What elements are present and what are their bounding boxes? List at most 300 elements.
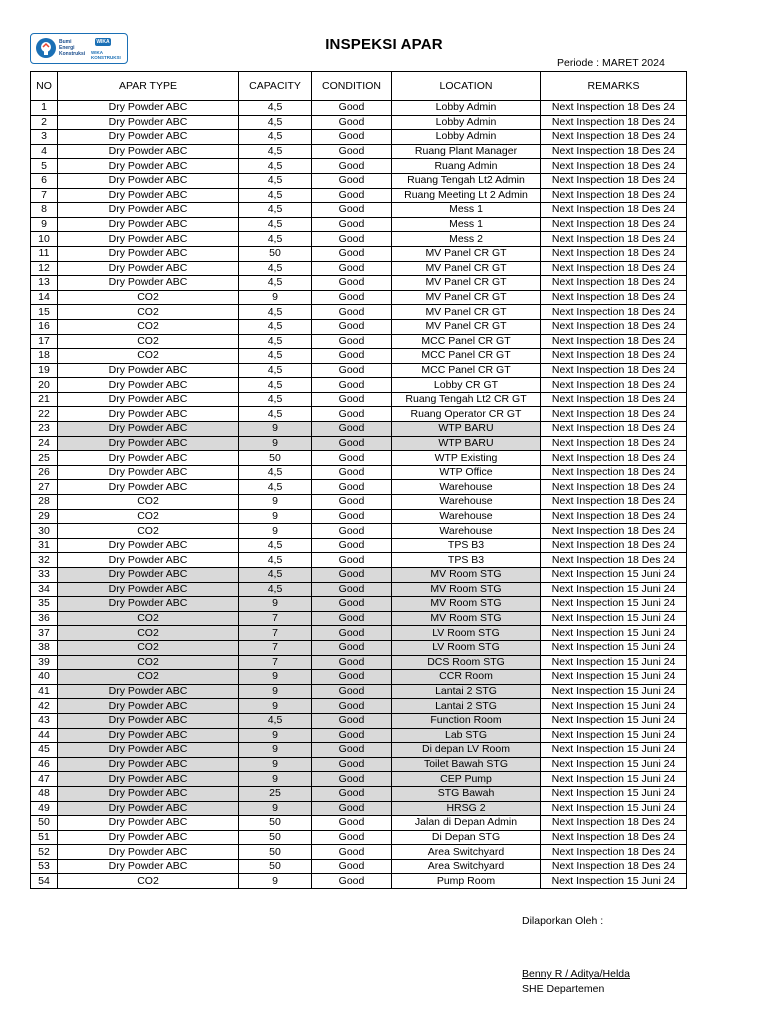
- cell-remarks: Next Inspection 18 Des 24: [541, 144, 687, 159]
- cell-location: Ruang Tengah Lt2 Admin: [392, 173, 541, 188]
- cell-apar-type: Dry Powder ABC: [58, 684, 239, 699]
- cell-no: 49: [31, 801, 58, 816]
- cell-apar-type: CO2: [58, 349, 239, 364]
- cell-apar-type: Dry Powder ABC: [58, 407, 239, 422]
- cell-capacity: 7: [239, 626, 312, 641]
- table-row: [31, 246, 687, 261]
- cell-remarks: Next Inspection 18 Des 24: [541, 859, 687, 874]
- cell-apar-type: Dry Powder ABC: [58, 480, 239, 495]
- cell-capacity: 25: [239, 786, 312, 801]
- cell-remarks: Next Inspection 15 Juni 24: [541, 713, 687, 728]
- cell-apar-type: Dry Powder ABC: [58, 422, 239, 437]
- table-row: [31, 684, 687, 699]
- cell-remarks: Next Inspection 18 Des 24: [541, 436, 687, 451]
- cell-remarks: Next Inspection 15 Juni 24: [541, 757, 687, 772]
- table-row: [31, 568, 687, 583]
- cell-location: MCC Panel CR GT: [392, 334, 541, 349]
- cell-remarks: Next Inspection 18 Des 24: [541, 305, 687, 320]
- cell-remarks: Next Inspection 18 Des 24: [541, 553, 687, 568]
- cell-no: 2: [31, 115, 58, 130]
- cell-no: 25: [31, 451, 58, 466]
- cell-capacity: 50: [239, 246, 312, 261]
- cell-capacity: 4,5: [239, 232, 312, 247]
- cell-capacity: 50: [239, 451, 312, 466]
- cell-apar-type: Dry Powder ABC: [58, 392, 239, 407]
- table-row: [31, 859, 687, 874]
- cell-capacity: 7: [239, 655, 312, 670]
- table-row: [31, 640, 687, 655]
- header-condition: CONDITION: [312, 72, 392, 101]
- cell-capacity: 9: [239, 699, 312, 714]
- cell-no: 41: [31, 684, 58, 699]
- cell-remarks: Next Inspection 15 Juni 24: [541, 670, 687, 685]
- table-row: [31, 830, 687, 845]
- cell-condition: Good: [312, 144, 392, 159]
- cell-condition: Good: [312, 276, 392, 291]
- cell-condition: Good: [312, 319, 392, 334]
- table-row: [31, 392, 687, 407]
- cell-remarks: Next Inspection 18 Des 24: [541, 495, 687, 510]
- cell-remarks: Next Inspection 18 Des 24: [541, 524, 687, 539]
- table-row: [31, 786, 687, 801]
- table-row: [31, 816, 687, 831]
- cell-location: Ruang Plant Manager: [392, 144, 541, 159]
- cell-condition: Good: [312, 859, 392, 874]
- table-row: [31, 713, 687, 728]
- cell-no: 53: [31, 859, 58, 874]
- table-row: [31, 728, 687, 743]
- table-row: [31, 451, 687, 466]
- cell-location: Di depan LV Room: [392, 743, 541, 758]
- cell-capacity: 9: [239, 290, 312, 305]
- cell-apar-type: Dry Powder ABC: [58, 801, 239, 816]
- cell-condition: Good: [312, 407, 392, 422]
- table-row: [31, 524, 687, 539]
- cell-no: 48: [31, 786, 58, 801]
- cell-apar-type: Dry Powder ABC: [58, 859, 239, 874]
- cell-remarks: Next Inspection 18 Des 24: [541, 480, 687, 495]
- department-label: SHE Departemen: [522, 983, 605, 995]
- cell-location: MV Panel CR GT: [392, 290, 541, 305]
- table-row: [31, 261, 687, 276]
- cell-apar-type: CO2: [58, 524, 239, 539]
- table-header-row: [31, 72, 687, 101]
- cell-location: Ruang Admin: [392, 159, 541, 174]
- cell-condition: Good: [312, 845, 392, 860]
- cell-location: MCC Panel CR GT: [392, 349, 541, 364]
- cell-condition: Good: [312, 611, 392, 626]
- cell-apar-type: Dry Powder ABC: [58, 568, 239, 583]
- cell-capacity: 4,5: [239, 465, 312, 480]
- cell-remarks: Next Inspection 18 Des 24: [541, 422, 687, 437]
- cell-apar-type: Dry Powder ABC: [58, 173, 239, 188]
- cell-location: WTP BARU: [392, 436, 541, 451]
- cell-capacity: 9: [239, 801, 312, 816]
- cell-capacity: 4,5: [239, 582, 312, 597]
- cell-no: 22: [31, 407, 58, 422]
- table-row: [31, 407, 687, 422]
- cell-remarks: Next Inspection 18 Des 24: [541, 334, 687, 349]
- cell-capacity: 4,5: [239, 319, 312, 334]
- cell-no: 23: [31, 422, 58, 437]
- cell-apar-type: Dry Powder ABC: [58, 363, 239, 378]
- cell-location: Lobby CR GT: [392, 378, 541, 393]
- cell-remarks: Next Inspection 18 Des 24: [541, 830, 687, 845]
- cell-capacity: 9: [239, 728, 312, 743]
- cell-location: Pump Room: [392, 874, 541, 889]
- cell-capacity: 4,5: [239, 188, 312, 203]
- cell-apar-type: Dry Powder ABC: [58, 261, 239, 276]
- cell-no: 46: [31, 757, 58, 772]
- cell-no: 45: [31, 743, 58, 758]
- cell-location: Ruang Operator CR GT: [392, 407, 541, 422]
- table-row: [31, 743, 687, 758]
- cell-capacity: 4,5: [239, 115, 312, 130]
- cell-apar-type: Dry Powder ABC: [58, 772, 239, 787]
- cell-capacity: 50: [239, 859, 312, 874]
- cell-apar-type: Dry Powder ABC: [58, 276, 239, 291]
- cell-condition: Good: [312, 640, 392, 655]
- cell-remarks: Next Inspection 18 Des 24: [541, 451, 687, 466]
- cell-capacity: 9: [239, 422, 312, 437]
- cell-apar-type: CO2: [58, 874, 239, 889]
- wika-badge: WIKA: [96, 39, 110, 45]
- cell-no: 14: [31, 290, 58, 305]
- cell-no: 1: [31, 101, 58, 116]
- cell-condition: Good: [312, 101, 392, 116]
- cell-no: 6: [31, 173, 58, 188]
- cell-location: DCS Room STG: [392, 655, 541, 670]
- cell-location: Warehouse: [392, 480, 541, 495]
- cell-no: 3: [31, 130, 58, 145]
- cell-capacity: 4,5: [239, 261, 312, 276]
- period-label: Periode : MARET 2024: [557, 57, 665, 69]
- cell-remarks: Next Inspection 18 Des 24: [541, 845, 687, 860]
- cell-remarks: Next Inspection 18 Des 24: [541, 173, 687, 188]
- cell-no: 30: [31, 524, 58, 539]
- cell-condition: Good: [312, 334, 392, 349]
- cell-no: 10: [31, 232, 58, 247]
- cell-location: MV Panel CR GT: [392, 261, 541, 276]
- cell-condition: Good: [312, 524, 392, 539]
- table-row: [31, 319, 687, 334]
- cell-location: Mess 2: [392, 232, 541, 247]
- cell-location: Warehouse: [392, 509, 541, 524]
- cell-apar-type: CO2: [58, 305, 239, 320]
- cell-location: LV Room STG: [392, 626, 541, 641]
- cell-no: 11: [31, 246, 58, 261]
- cell-capacity: 9: [239, 757, 312, 772]
- cell-no: 5: [31, 159, 58, 174]
- cell-capacity: 4,5: [239, 334, 312, 349]
- cell-remarks: Next Inspection 15 Juni 24: [541, 611, 687, 626]
- cell-no: 8: [31, 203, 58, 218]
- cell-no: 19: [31, 363, 58, 378]
- cell-remarks: Next Inspection 18 Des 24: [541, 246, 687, 261]
- cell-apar-type: Dry Powder ABC: [58, 465, 239, 480]
- cell-remarks: Next Inspection 18 Des 24: [541, 290, 687, 305]
- table-row: [31, 290, 687, 305]
- cell-remarks: Next Inspection 18 Des 24: [541, 349, 687, 364]
- cell-condition: Good: [312, 451, 392, 466]
- table-row: [31, 305, 687, 320]
- cell-capacity: 9: [239, 874, 312, 889]
- cell-capacity: 4,5: [239, 144, 312, 159]
- cell-location: MV Panel CR GT: [392, 246, 541, 261]
- cell-condition: Good: [312, 349, 392, 364]
- cell-capacity: 4,5: [239, 480, 312, 495]
- cell-condition: Good: [312, 582, 392, 597]
- cell-location: Lantai 2 STG: [392, 684, 541, 699]
- cell-apar-type: Dry Powder ABC: [58, 217, 239, 232]
- cell-apar-type: Dry Powder ABC: [58, 144, 239, 159]
- cell-condition: Good: [312, 772, 392, 787]
- table-row: [31, 101, 687, 116]
- cell-apar-type: Dry Powder ABC: [58, 378, 239, 393]
- table-row: [31, 217, 687, 232]
- cell-no: 43: [31, 713, 58, 728]
- table-row: [31, 188, 687, 203]
- cell-location: CEP Pump: [392, 772, 541, 787]
- cell-capacity: 4,5: [239, 553, 312, 568]
- cell-location: TPS B3: [392, 538, 541, 553]
- cell-capacity: 9: [239, 495, 312, 510]
- cell-remarks: Next Inspection 18 Des 24: [541, 363, 687, 378]
- table-row: [31, 538, 687, 553]
- cell-no: 27: [31, 480, 58, 495]
- cell-no: 17: [31, 334, 58, 349]
- cell-apar-type: Dry Powder ABC: [58, 130, 239, 145]
- cell-capacity: 9: [239, 772, 312, 787]
- table-row: [31, 422, 687, 437]
- cell-no: 51: [31, 830, 58, 845]
- table-row: [31, 436, 687, 451]
- table-row: [31, 553, 687, 568]
- cell-apar-type: CO2: [58, 290, 239, 305]
- cell-condition: Good: [312, 217, 392, 232]
- cell-condition: Good: [312, 305, 392, 320]
- cell-location: WTP Existing: [392, 451, 541, 466]
- cell-location: MV Panel CR GT: [392, 276, 541, 291]
- cell-apar-type: Dry Powder ABC: [58, 203, 239, 218]
- cell-condition: Good: [312, 480, 392, 495]
- cell-apar-type: Dry Powder ABC: [58, 845, 239, 860]
- cell-remarks: Next Inspection 18 Des 24: [541, 465, 687, 480]
- cell-condition: Good: [312, 626, 392, 641]
- table-row: [31, 144, 687, 159]
- cell-location: Mess 1: [392, 217, 541, 232]
- cell-remarks: Next Inspection 18 Des 24: [541, 101, 687, 116]
- cell-condition: Good: [312, 670, 392, 685]
- cell-location: MV Room STG: [392, 568, 541, 583]
- cell-apar-type: CO2: [58, 509, 239, 524]
- cell-condition: Good: [312, 568, 392, 583]
- cell-condition: Good: [312, 436, 392, 451]
- cell-location: Lobby Admin: [392, 130, 541, 145]
- cell-condition: Good: [312, 115, 392, 130]
- cell-capacity: 7: [239, 611, 312, 626]
- cell-capacity: 4,5: [239, 130, 312, 145]
- cell-condition: Good: [312, 684, 392, 699]
- table-row: [31, 582, 687, 597]
- cell-no: 31: [31, 538, 58, 553]
- cell-capacity: 7: [239, 640, 312, 655]
- page-title: INSPEKSI APAR: [325, 36, 443, 53]
- table-row: [31, 378, 687, 393]
- cell-apar-type: Dry Powder ABC: [58, 553, 239, 568]
- cell-capacity: 4,5: [239, 713, 312, 728]
- table-row: [31, 276, 687, 291]
- reported-by-label: Dilaporkan Oleh :: [522, 915, 604, 927]
- cell-capacity: 4,5: [239, 217, 312, 232]
- cell-no: 32: [31, 553, 58, 568]
- table-row: [31, 465, 687, 480]
- cell-location: MV Panel CR GT: [392, 305, 541, 320]
- cell-apar-type: Dry Powder ABC: [58, 232, 239, 247]
- cell-condition: Good: [312, 713, 392, 728]
- cell-apar-type: Dry Powder ABC: [58, 786, 239, 801]
- cell-capacity: 4,5: [239, 538, 312, 553]
- cell-no: 47: [31, 772, 58, 787]
- cell-no: 4: [31, 144, 58, 159]
- cell-remarks: Next Inspection 18 Des 24: [541, 159, 687, 174]
- cell-condition: Good: [312, 130, 392, 145]
- cell-location: STG Bawah: [392, 786, 541, 801]
- cell-condition: Good: [312, 816, 392, 831]
- cell-condition: Good: [312, 699, 392, 714]
- table-row: [31, 801, 687, 816]
- table-row: [31, 597, 687, 612]
- cell-no: 39: [31, 655, 58, 670]
- cell-remarks: Next Inspection 15 Juni 24: [541, 786, 687, 801]
- cell-condition: Good: [312, 495, 392, 510]
- cell-apar-type: Dry Powder ABC: [58, 101, 239, 116]
- cell-remarks: Next Inspection 18 Des 24: [541, 538, 687, 553]
- table-row: [31, 757, 687, 772]
- header-capacity: CAPACITY: [239, 72, 312, 101]
- cell-capacity: 9: [239, 509, 312, 524]
- cell-condition: Good: [312, 830, 392, 845]
- cell-condition: Good: [312, 757, 392, 772]
- cell-location: Function Room: [392, 713, 541, 728]
- table-row: [31, 874, 687, 889]
- cell-remarks: Next Inspection 18 Des 24: [541, 261, 687, 276]
- cell-condition: Good: [312, 786, 392, 801]
- cell-condition: Good: [312, 422, 392, 437]
- cell-no: 20: [31, 378, 58, 393]
- cell-condition: Good: [312, 188, 392, 203]
- cell-remarks: Next Inspection 15 Juni 24: [541, 743, 687, 758]
- cell-capacity: 4,5: [239, 407, 312, 422]
- cell-no: 24: [31, 436, 58, 451]
- cell-no: 37: [31, 626, 58, 641]
- cell-location: MV Room STG: [392, 611, 541, 626]
- cell-location: Area Switchyard: [392, 859, 541, 874]
- cell-location: TPS B3: [392, 553, 541, 568]
- cell-apar-type: Dry Powder ABC: [58, 743, 239, 758]
- cell-apar-type: Dry Powder ABC: [58, 582, 239, 597]
- cell-no: 26: [31, 465, 58, 480]
- cell-remarks: Next Inspection 18 Des 24: [541, 130, 687, 145]
- cell-apar-type: Dry Powder ABC: [58, 246, 239, 261]
- cell-condition: Good: [312, 465, 392, 480]
- cell-capacity: 4,5: [239, 378, 312, 393]
- table-row: [31, 509, 687, 524]
- cell-apar-type: CO2: [58, 611, 239, 626]
- cell-condition: Good: [312, 655, 392, 670]
- cell-capacity: 4,5: [239, 363, 312, 378]
- cell-condition: Good: [312, 553, 392, 568]
- cell-condition: Good: [312, 363, 392, 378]
- cell-remarks: Next Inspection 18 Des 24: [541, 319, 687, 334]
- cell-condition: Good: [312, 743, 392, 758]
- cell-remarks: Next Inspection 15 Juni 24: [541, 655, 687, 670]
- cell-location: Lobby Admin: [392, 101, 541, 116]
- cell-remarks: Next Inspection 15 Juni 24: [541, 640, 687, 655]
- cell-no: 44: [31, 728, 58, 743]
- cell-remarks: Next Inspection 18 Des 24: [541, 407, 687, 422]
- cell-condition: Good: [312, 538, 392, 553]
- cell-condition: Good: [312, 801, 392, 816]
- cell-apar-type: Dry Powder ABC: [58, 757, 239, 772]
- cell-apar-type: CO2: [58, 640, 239, 655]
- table-row: [31, 232, 687, 247]
- cell-condition: Good: [312, 392, 392, 407]
- table-row: [31, 349, 687, 364]
- signer-name: Benny R / Aditya/Helda: [522, 968, 630, 980]
- cell-location: CCR Room: [392, 670, 541, 685]
- cell-no: 50: [31, 816, 58, 831]
- cell-no: 34: [31, 582, 58, 597]
- cell-capacity: 4,5: [239, 159, 312, 174]
- table-row: [31, 115, 687, 130]
- cell-capacity: 9: [239, 670, 312, 685]
- cell-remarks: Next Inspection 18 Des 24: [541, 232, 687, 247]
- header-apar-type: APAR TYPE: [58, 72, 239, 101]
- cell-location: MV Room STG: [392, 597, 541, 612]
- cell-no: 54: [31, 874, 58, 889]
- cell-location: Warehouse: [392, 495, 541, 510]
- cell-apar-type: Dry Powder ABC: [58, 699, 239, 714]
- cell-apar-type: Dry Powder ABC: [58, 728, 239, 743]
- cell-remarks: Next Inspection 15 Juni 24: [541, 728, 687, 743]
- cell-apar-type: CO2: [58, 655, 239, 670]
- cell-no: 12: [31, 261, 58, 276]
- cell-no: 40: [31, 670, 58, 685]
- cell-no: 52: [31, 845, 58, 860]
- cell-apar-type: CO2: [58, 626, 239, 641]
- cell-no: 16: [31, 319, 58, 334]
- cell-location: Di Depan STG: [392, 830, 541, 845]
- logo-right-text: WIKA KONSTRUKSI: [91, 50, 121, 60]
- cell-apar-type: Dry Powder ABC: [58, 816, 239, 831]
- cell-remarks: Next Inspection 18 Des 24: [541, 188, 687, 203]
- cell-no: 28: [31, 495, 58, 510]
- cell-no: 29: [31, 509, 58, 524]
- cell-condition: Good: [312, 290, 392, 305]
- cell-apar-type: CO2: [58, 670, 239, 685]
- cell-apar-type: Dry Powder ABC: [58, 436, 239, 451]
- header-remarks: REMARKS: [541, 72, 687, 101]
- cell-condition: Good: [312, 874, 392, 889]
- cell-apar-type: Dry Powder ABC: [58, 115, 239, 130]
- cell-condition: Good: [312, 173, 392, 188]
- cell-location: Lab STG: [392, 728, 541, 743]
- cell-no: 21: [31, 392, 58, 407]
- table-row: [31, 363, 687, 378]
- cell-apar-type: CO2: [58, 319, 239, 334]
- cell-location: Ruang Tengah Lt2 CR GT: [392, 392, 541, 407]
